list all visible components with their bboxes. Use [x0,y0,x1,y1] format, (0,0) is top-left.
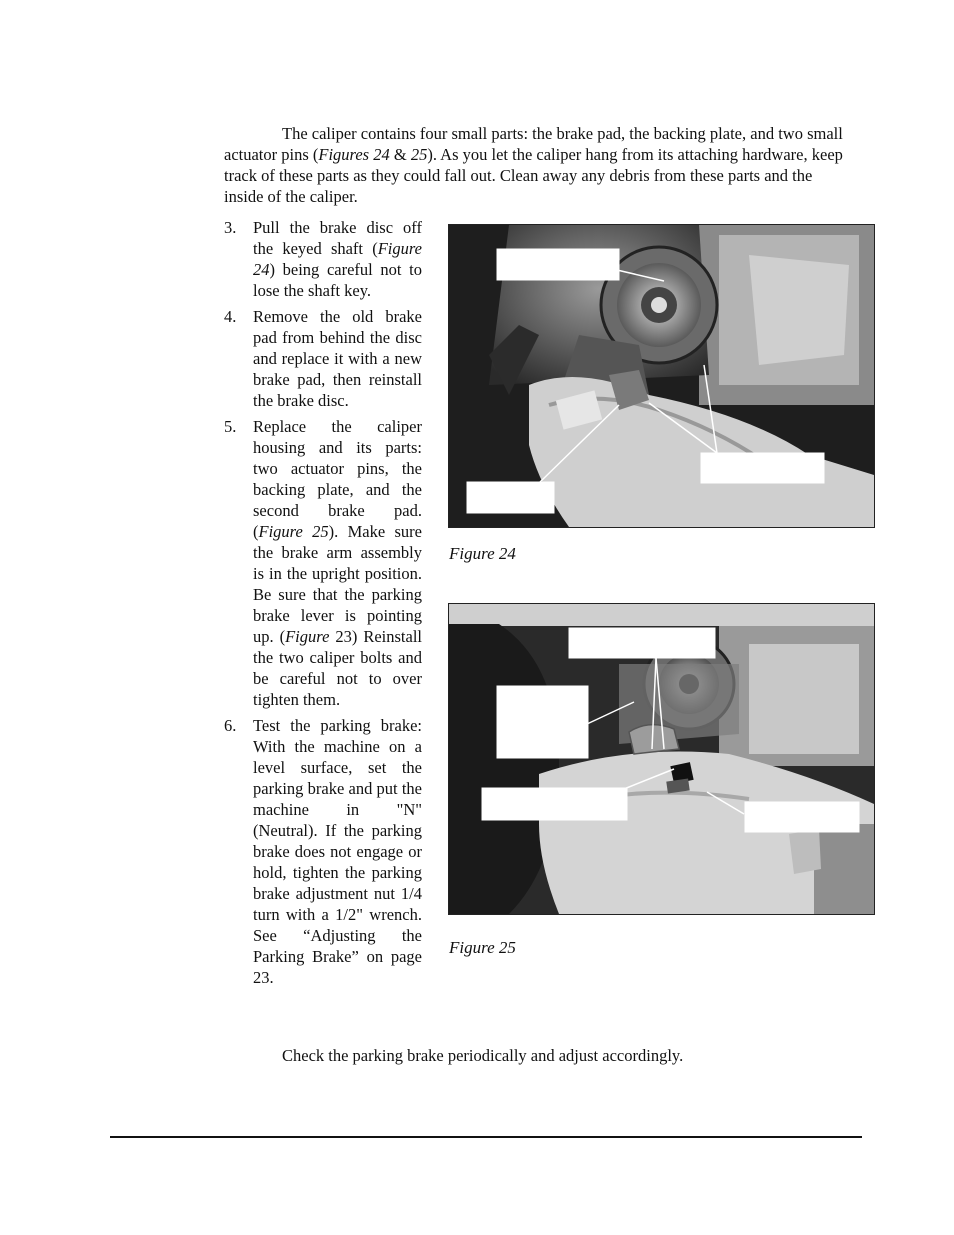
footer-rule [110,1136,862,1138]
step-text-a: Pull the brake disc off the keyed shaft ( [253,218,422,258]
step-fig-ref-2: Figure [285,627,330,646]
figure-24-label-box-2 [701,453,824,483]
step-number: 3. [224,218,237,237]
step-fig-ref: Figure 25 [258,522,329,541]
step-text-b: ). Make sure the brake arm assembly is in the upright position. Be sure that the parking brake lever is pointing up. ( [253,522,422,646]
intro-amp: & [389,145,411,164]
step-text [253,217,422,301]
step-text-a: Remove the old brake pad from behind the disc and replace it with a new brake pad, then reinstall the brake disc. [253,307,422,410]
figure-24-photo [448,224,875,528]
figure-24-label-box-1 [497,249,619,280]
figure-25-illustration [449,604,874,914]
step-5 [224,416,422,710]
intro-paragraph [224,123,854,207]
figure-25-label-box-4 [745,802,859,832]
step-text-a: Replace the caliper housing and its parts: two actuator pins, the backing plate, and the second brake pad. ( [253,417,422,541]
intro-fig-ref-25: 25 [410,145,428,164]
intro-text-2: ). As you let the caliper hang from its attaching hardware, keep track of these parts as they could fall out. Clean away any debris from these parts and the inside of the caliper. [224,145,843,206]
step-text [253,715,422,988]
step-3 [224,217,422,301]
step-4 [224,306,422,411]
step-number: 5. [224,417,237,436]
step-6 [224,715,422,988]
steps-list [224,217,422,993]
intro-text-1: The caliper contains four small parts: the brake pad, the backing plate, and two small actuator pins ( [224,124,843,164]
step-text-c: 23) Reinstall the two caliper bolts and be careful not to over tighten them. [253,627,422,709]
step-text [253,306,422,411]
figure-25-label-box-1 [569,628,715,658]
intro-fig-ref-24: Figures 24 [318,145,390,164]
step-number: 4. [224,307,237,326]
step-fig-ref: Figure 24 [253,239,422,279]
closing-paragraph: Check the parking brake periodically and adjust accordingly. [282,1046,684,1065]
figure-24-label-box-3 [467,482,554,513]
figure-24-illustration [449,225,874,527]
step-text [253,416,422,710]
figure-24-caption: Figure 24 [449,544,516,563]
figure-25-caption: Figure 25 [449,938,516,957]
figure-25-label-box-2 [497,686,588,758]
figure-25-label-box-3 [482,788,627,820]
step-text-b: ) being careful not to lose the shaft key. [253,260,422,300]
figure-25-photo [448,603,875,915]
step-number: 6. [224,716,237,735]
step-text-a: Test the parking brake: With the machine on a level surface, set the parking brake and put the machine in "N" (Neutral). If the parking brake does not engage or hold, tighten the parking brake adjustment nut 1/4 turn with a 1/2" wrench. See “Adjusting the Parking Brake” on page 23. [253,716,422,987]
